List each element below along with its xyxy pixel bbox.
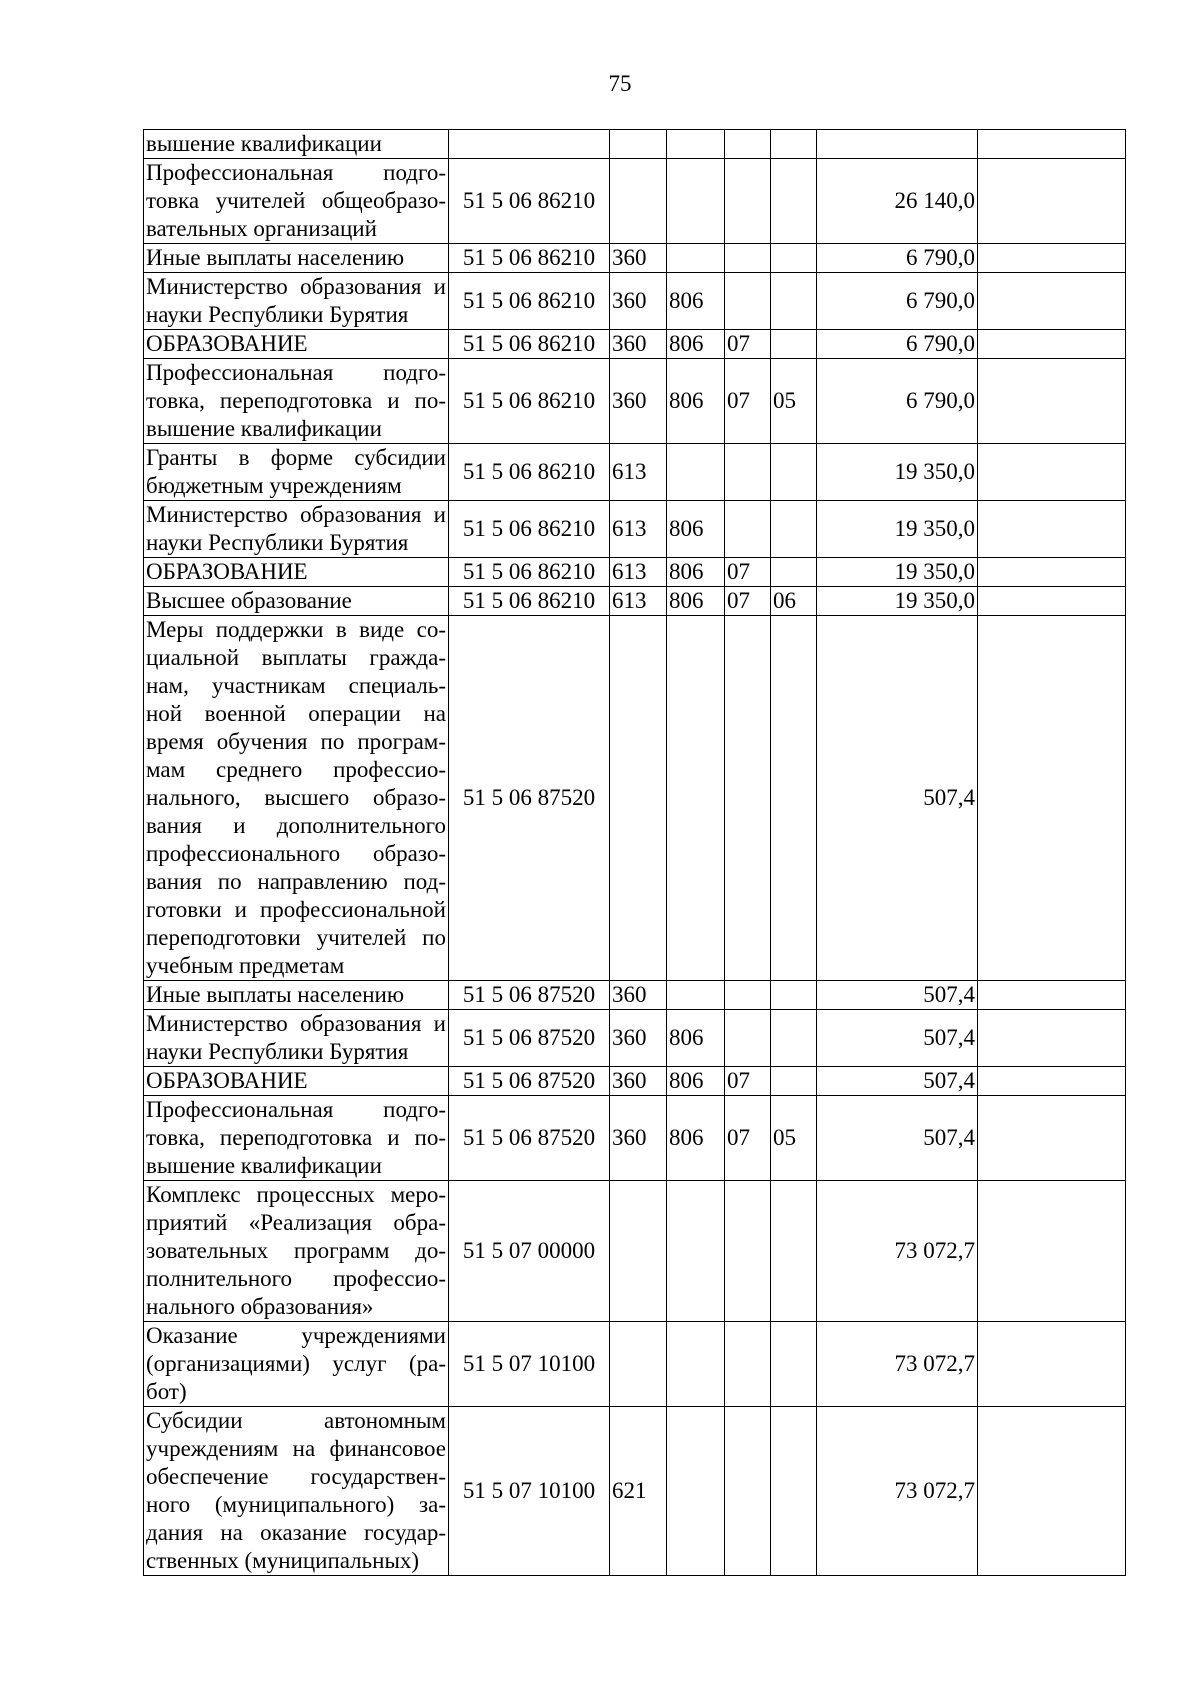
row-sum: 73 072,7 [817,1407,978,1576]
row-sum: 507,4 [817,1010,978,1067]
row-name: Профессиональная подго-товка учителей общеобразо-вательных организаций [144,159,449,244]
row-name: Министерство образования и науки Республики Бурятия [144,501,449,558]
row-sum: 507,4 [817,981,978,1010]
row-code: 51 5 06 86210 [449,244,610,273]
row-extra [978,159,1126,244]
page-number: 75 [608,71,632,96]
row-rz: 07 [725,1096,771,1181]
row-grbs: 806 [667,1010,725,1067]
table-row [144,444,1126,501]
table-row [144,1407,1126,1576]
row-sum: 6 790,0 [817,330,978,359]
row-sum: 19 350,0 [817,587,978,616]
row-code [449,130,610,159]
row-name: ОБРАЗОВАНИЕ [144,330,449,359]
row-grbs: 806 [667,587,725,616]
row-pr [771,330,817,359]
row-pr [771,981,817,1010]
row-pr [771,501,817,558]
table-row [144,1096,1126,1181]
row-pr [771,1010,817,1067]
row-extra [978,273,1126,330]
row-extra [978,587,1126,616]
row-grbs: 806 [667,273,725,330]
row-extra [978,244,1126,273]
row-code: 51 5 06 86210 [449,330,610,359]
row-name: вышение квалификации [144,130,449,159]
row-code: 51 5 06 86210 [449,273,610,330]
row-name: Высшее образование [144,587,449,616]
table-row [144,244,1126,273]
row-name: Субсидии автономным учреждениям на финансовое обеспечение государствен-ного (муниципального) за-дания на оказание государ-ственных (муниципальных) [144,1407,449,1576]
row-pr [771,1322,817,1407]
row-sum: 19 350,0 [817,501,978,558]
table-row [144,359,1126,444]
row-name: Гранты в форме субсидии бюджетным учреждениям [144,444,449,501]
row-name: Комплекс процессных меро-приятий «Реализация обра-зовательных программ до-полнительного профессио-нального образования» [144,1181,449,1322]
row-vr: 613 [610,444,667,501]
row-name: Министерство образования и науки Республики Бурятия [144,1010,449,1067]
row-extra [978,558,1126,587]
row-name: Иные выплаты населению [144,981,449,1010]
row-sum: 19 350,0 [817,444,978,501]
row-code: 51 5 06 86210 [449,359,610,444]
row-rz: 07 [725,359,771,444]
row-sum: 6 790,0 [817,359,978,444]
row-grbs: 806 [667,359,725,444]
row-pr [771,558,817,587]
row-rz [725,273,771,330]
row-grbs [667,444,725,501]
row-grbs [667,244,725,273]
row-name: ОБРАЗОВАНИЕ [144,558,449,587]
row-rz [725,1407,771,1576]
table-row [144,616,1126,981]
row-pr [771,1067,817,1096]
row-vr: 613 [610,587,667,616]
table-row [144,1181,1126,1322]
row-rz: 07 [725,330,771,359]
row-vr: 360 [610,330,667,359]
row-code: 51 5 06 86210 [449,159,610,244]
row-extra [978,616,1126,981]
row-grbs [667,159,725,244]
row-grbs [667,616,725,981]
row-name: Профессиональная подго-товка, переподготовка и по-вышение квалификации [144,1096,449,1181]
row-grbs: 806 [667,1096,725,1181]
row-name: ОБРАЗОВАНИЕ [144,1067,449,1096]
row-extra [978,330,1126,359]
row-vr: 360 [610,244,667,273]
row-code: 51 5 06 87520 [449,1010,610,1067]
table-row [144,1322,1126,1407]
row-code: 51 5 06 87520 [449,1067,610,1096]
row-sum: 6 790,0 [817,244,978,273]
row-pr: 06 [771,587,817,616]
row-pr [771,1407,817,1576]
row-rz [725,1322,771,1407]
row-code: 51 5 07 00000 [449,1181,610,1322]
row-sum [817,130,978,159]
row-code: 51 5 06 86210 [449,558,610,587]
row-grbs [667,1181,725,1322]
table-row [144,1067,1126,1096]
row-rz [725,159,771,244]
row-sum: 73 072,7 [817,1322,978,1407]
row-extra [978,1181,1126,1322]
row-vr: 360 [610,273,667,330]
row-sum: 19 350,0 [817,558,978,587]
row-vr [610,159,667,244]
row-vr: 360 [610,1067,667,1096]
row-name: Профессиональная подго-товка, переподготовка и по-вышение квалификации [144,359,449,444]
row-grbs: 806 [667,558,725,587]
table-row [144,587,1126,616]
row-code: 51 5 06 86210 [449,444,610,501]
row-pr [771,159,817,244]
row-pr: 05 [771,359,817,444]
row-grbs [667,981,725,1010]
row-rz: 07 [725,558,771,587]
row-rz: 07 [725,1067,771,1096]
row-vr [610,1181,667,1322]
row-pr [771,616,817,981]
budget-table [143,129,1126,1576]
table-row [144,159,1126,244]
row-sum: 507,4 [817,616,978,981]
row-name: Оказание учреждениями (организациями) услуг (ра-бот) [144,1322,449,1407]
row-rz [725,444,771,501]
row-extra [978,501,1126,558]
row-vr: 360 [610,981,667,1010]
row-extra [978,130,1126,159]
row-sum: 73 072,7 [817,1181,978,1322]
row-pr: 05 [771,1096,817,1181]
row-code: 51 5 06 87520 [449,1096,610,1181]
row-rz: 07 [725,587,771,616]
row-vr: 621 [610,1407,667,1576]
row-rz [725,130,771,159]
row-sum: 507,4 [817,1096,978,1181]
row-extra [978,981,1126,1010]
row-grbs: 806 [667,330,725,359]
table-row [144,130,1126,159]
row-sum: 26 140,0 [817,159,978,244]
row-vr [610,616,667,981]
table-row [144,981,1126,1010]
row-code: 51 5 06 87520 [449,616,610,981]
row-vr: 360 [610,1096,667,1181]
row-extra [978,359,1126,444]
row-code: 51 5 06 87520 [449,981,610,1010]
row-name: Министерство образования и науки Республики Бурятия [144,273,449,330]
row-rz [725,1181,771,1322]
row-vr [610,1322,667,1407]
row-pr [771,273,817,330]
row-rz [725,244,771,273]
row-grbs: 806 [667,501,725,558]
table-row [144,1010,1126,1067]
row-rz [725,501,771,558]
row-pr [771,444,817,501]
row-extra [978,444,1126,501]
row-code: 51 5 07 10100 [449,1322,610,1407]
table-row [144,330,1126,359]
row-rz [725,616,771,981]
row-extra [978,1322,1126,1407]
table-row [144,501,1126,558]
row-vr: 360 [610,359,667,444]
row-extra [978,1010,1126,1067]
row-code: 51 5 06 86210 [449,587,610,616]
row-vr: 613 [610,558,667,587]
row-pr [771,1181,817,1322]
row-extra [978,1407,1126,1576]
row-extra [978,1096,1126,1181]
row-grbs: 806 [667,1067,725,1096]
row-rz [725,1010,771,1067]
row-rz [725,981,771,1010]
row-grbs [667,1322,725,1407]
row-vr: 360 [610,1010,667,1067]
row-code: 51 5 07 10100 [449,1407,610,1576]
row-name: Меры поддержки в виде со-циальной выплаты гражда-нам, участникам специаль-ной военной операции на время обучения по програм-мам среднего профессио-нального, высшего образо-вания и дополнительного профессионального образо-вания по направлению под-готовки и профессиональной переподготовки учителей по учебным предметам [144,616,449,981]
row-vr: 613 [610,501,667,558]
table-row [144,273,1126,330]
row-vr [610,130,667,159]
row-grbs [667,1407,725,1576]
row-sum: 507,4 [817,1067,978,1096]
row-extra [978,1067,1126,1096]
row-sum: 6 790,0 [817,273,978,330]
row-pr [771,244,817,273]
row-name: Иные выплаты населению [144,244,449,273]
table-row [144,558,1126,587]
row-code: 51 5 06 86210 [449,501,610,558]
row-grbs [667,130,725,159]
row-pr [771,130,817,159]
